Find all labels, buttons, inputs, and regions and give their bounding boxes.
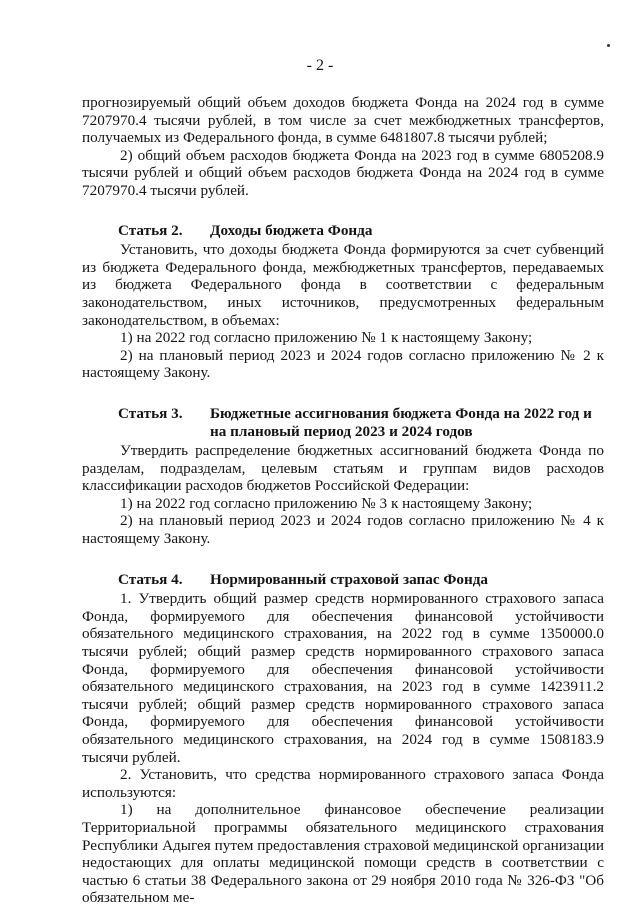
article-title: Нормированный страховой запас Фонда [210,570,489,588]
article-number: Статья 2. [118,221,183,239]
article-2-paragraph-1: Установить, что доходы бюджета Фонда формируются за счет субвенций из бюджета Федерального фонда, межбюджетных трансфертов, передаваемых из бюджета Федерального фонда в соответствии с федеральным законодательством, иных источников, предусмотренных федеральным законодательством, в объемах: [82,241,604,329]
article-number: Статья 4. [118,570,183,588]
article-2-paragraph-3: 2) на плановый период 2023 и 2024 годов согласно приложению № 2 к настоящему Закону. [82,346,604,382]
document-body [82,94,604,907]
article-3-paragraph-1: Утвердить распределение бюджетных ассигнований бюджета Фонда по разделам, подразделам, целевым статьям и группам видов расходов классификации расходов бюджетов Российской Федерации: [82,442,604,495]
page-number: - 2 - [306,57,334,74]
article-3-paragraph-3: 2) на плановый период 2023 и 2024 годов согласно приложению № 4 к настоящему Закону. [82,512,604,548]
article-3-paragraph-2: 1) на 2022 год согласно приложению № 3 к настоящему Закону; [120,494,533,512]
article-2-heading [82,222,604,240]
intro-paragraph-2: 2) общий объем расходов бюджета Фонда на 2023 год в сумме 6805208.9 тысячи рублей и общий объем расходов бюджета Фонда на 2024 год в сумме 7207970.4 тысячи рублей. [82,146,604,199]
margin-dot [607,44,610,47]
article-2-paragraph-2: 1) на 2022 год согласно приложению № 1 к настоящему Закону; [120,329,533,347]
intro-paragraph-1: прогнозируемый общий объем доходов бюджета Фонда на 2024 год в сумме 7207970.4 тысячи рублей, в том числе за счет межбюджетных трансфертов, получаемых из Федерального фонда, в сумме 6481807.8 тысячи рублей; [82,94,604,147]
article-4-paragraph-3: 1) на дополнительное финансовое обеспечение реализации Территориальной программы обязательного медицинского страхования Республики Адыгея путем предоставления страховой медицинской организации недостающих для оплаты медицинской помощи средств в соответствии с частью 6 статьи 38 Федерального закона от 29 ноября 2010 года № 326-ФЗ "Об обязательном ме- [82,801,604,907]
article-3-heading [82,405,604,440]
article-4-heading [82,571,604,589]
article-title: Доходы бюджета Фонда [210,221,373,239]
article-title: Бюджетные ассигнования бюджета Фонда на 2022 год и на плановый период 2023 и 2024 годов [210,404,592,440]
article-number: Статья 3. [118,404,183,422]
article-4-paragraph-2: 2. Установить, что средства нормированного страхового запаса Фонда используются: [82,766,604,801]
article-4-paragraph-1: 1. Утвердить общий размер средств нормированного страхового запаса Фонда, формируемого для обеспечения финансовой устойчивости обязательного медицинского страхования, на 2022 год в сумме 1350000.0 тысячи рублей; общий размер средств нормированного страхового запаса Фонда, формируемого для обеспечения финансовой устойчивости обязательного медицинского страхования, на 2023 год в сумме 1423911.2 тысячи рублей; общий размер средств нормированного страхового запаса Фонда, формируемого для обеспечения финансовой устойчивости обязательного медицинского страхования, на 2024 год в сумме 1508183.9 тысячи рублей. [82,590,604,766]
